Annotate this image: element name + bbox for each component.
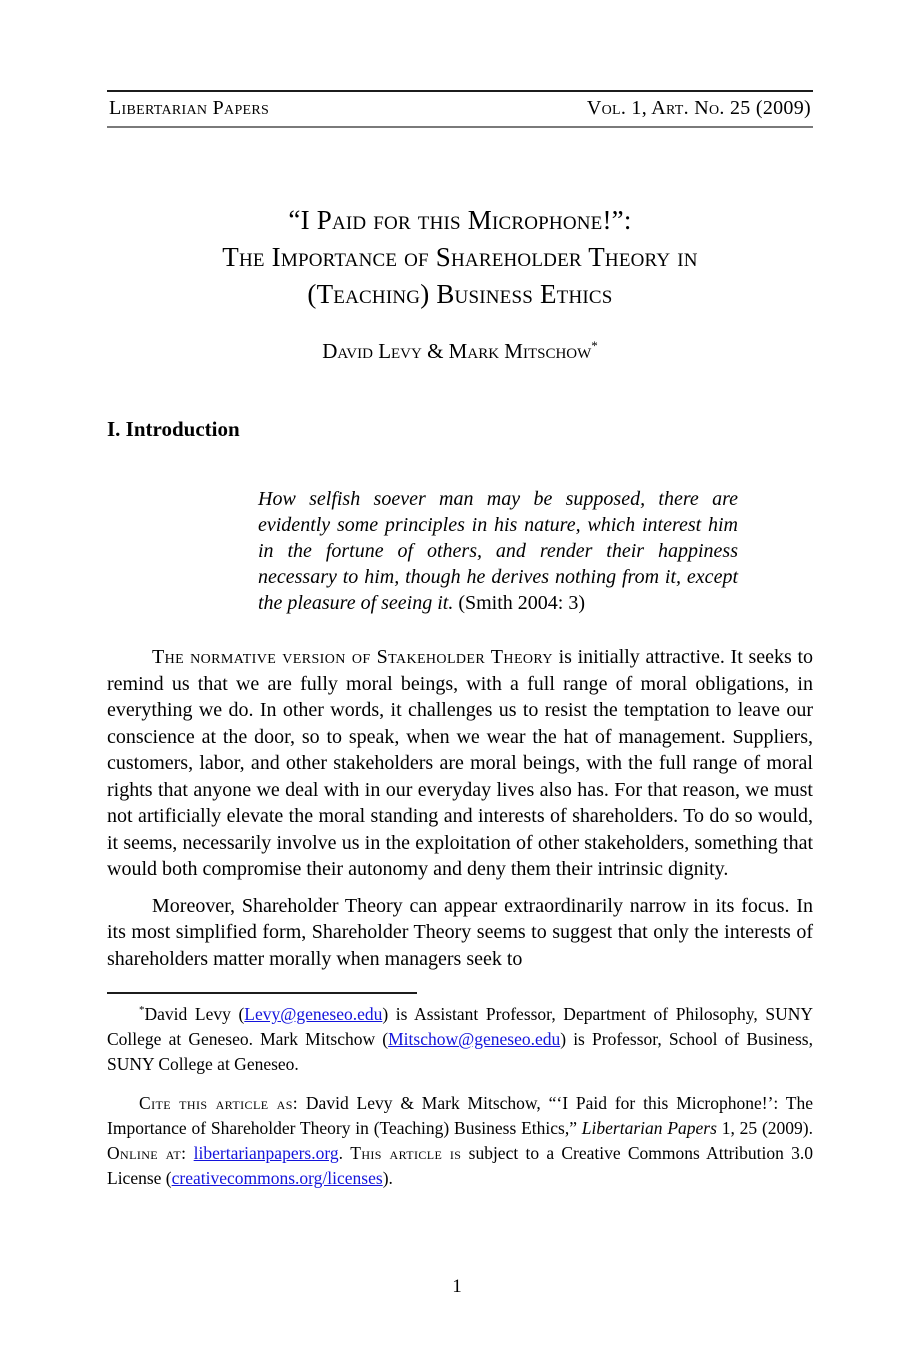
citation-seg-2: 1, 25 (2009). — [716, 1118, 813, 1138]
affiliation-seg-2: ) is Assistant Professor, Department of Philosophy, SUNY College at Geneseo. Mark Mitschow ( — [107, 1004, 813, 1049]
citation-seg-5: subject to a Creative Commons Attribution 3.0 License ( — [107, 1143, 813, 1188]
journal-name: Libertarian Papers — [109, 97, 270, 119]
running-header-row — [107, 92, 813, 126]
affiliation-seg-1: David Levy ( — [144, 1004, 245, 1024]
footnote-affiliation — [107, 1002, 813, 1077]
section-heading-introduction: I. Introduction — [107, 417, 240, 441]
epigraph-quote — [258, 486, 738, 616]
email-link-levy[interactable]: Levy@geneseo.edu — [244, 1004, 383, 1024]
footnote-citation — [107, 1091, 813, 1191]
affiliation-seg-3: ) is Professor, School of Business, SUNY College at Geneseo. — [107, 1029, 813, 1074]
epigraph-citation: (Smith 2004: 3) — [453, 592, 586, 614]
running-header — [107, 90, 813, 128]
citation-seg-3 — [186, 1143, 193, 1163]
citation-journal-title: Libertarian Papers — [581, 1118, 717, 1138]
authors-line — [107, 339, 813, 363]
citation-seg-1: David Levy & Mark Mitschow, “‘I Paid for this Microphone!’: The Importance of Shareholder Theory in (Teaching) Business Ethics,” — [107, 1093, 813, 1138]
article-title — [107, 202, 813, 313]
author-footnote-mark: * — [591, 338, 598, 353]
title-line-1: “I Paid for this Microphone!”: — [288, 205, 632, 235]
website-link-libertarianpapers[interactable]: libertarianpapers.org — [193, 1143, 339, 1163]
paragraph-2-text: Moreover, Shareholder Theory can appear extraordinarily narrow in its focus. In its most simplified form, Shareholder Theory seems to suggest that only the interests of shareholders matter morally when managers seek to — [107, 894, 813, 970]
citation-seg-6: ). — [382, 1168, 393, 1188]
author-names: David Levy & Mark Mitschow — [322, 339, 592, 363]
online-at-smallcaps: Online at: — [107, 1143, 187, 1163]
paragraph-lead-smallcaps: The normative version of Stakeholder Theory — [152, 646, 553, 668]
license-link-creativecommons[interactable]: creativecommons.org/licenses — [171, 1168, 383, 1188]
footnote-separator-rule — [107, 992, 417, 994]
email-link-mitschow[interactable]: Mitschow@geneseo.edu — [388, 1029, 561, 1049]
issue-info: Vol. 1, Art. No. 25 (2009) — [586, 97, 811, 119]
paragraph-1-text: is initially attractive. It seeks to remind us that we are fully moral beings, with a full range of moral obligations, in everything we do. In other words, it challenges us to resist the temptation to leave our conscience at the door, so to speak, when we wear the hat of management. Suppliers, customers, labor, and other stakeholders are moral beings, with the full range of moral rights that anyone we deal with in our everyday lives also has. For that reason, we must not artificially elevate the moral standing and interests of shareholders. To do so would, it seems, necessarily involve us in the exploitation of other stakeholders, something that would both compromise their autonomy and deny them their intrinsic dignity. — [107, 646, 814, 880]
title-line-3: (Teaching) Business Ethics — [307, 279, 613, 309]
body-paragraph-2 — [107, 893, 813, 973]
footnote-mark: * — [139, 1004, 145, 1017]
citation-seg-4: . — [338, 1143, 351, 1163]
title-line-2: The Importance of Shareholder Theory in — [222, 242, 698, 272]
body-paragraph-1 — [107, 644, 813, 883]
this-article-smallcaps: This article is — [350, 1143, 462, 1163]
cite-lead-smallcaps: Cite this article as: — [139, 1093, 299, 1113]
epigraph-text: How selfish soever man may be supposed, there are evidently some principles in his nature, which interest him in the fortune of others, and render their happiness necessary to him, though he derives nothing from it, except the pleasure of seeing it. — [258, 488, 738, 614]
page-number: 1 — [452, 1276, 462, 1297]
